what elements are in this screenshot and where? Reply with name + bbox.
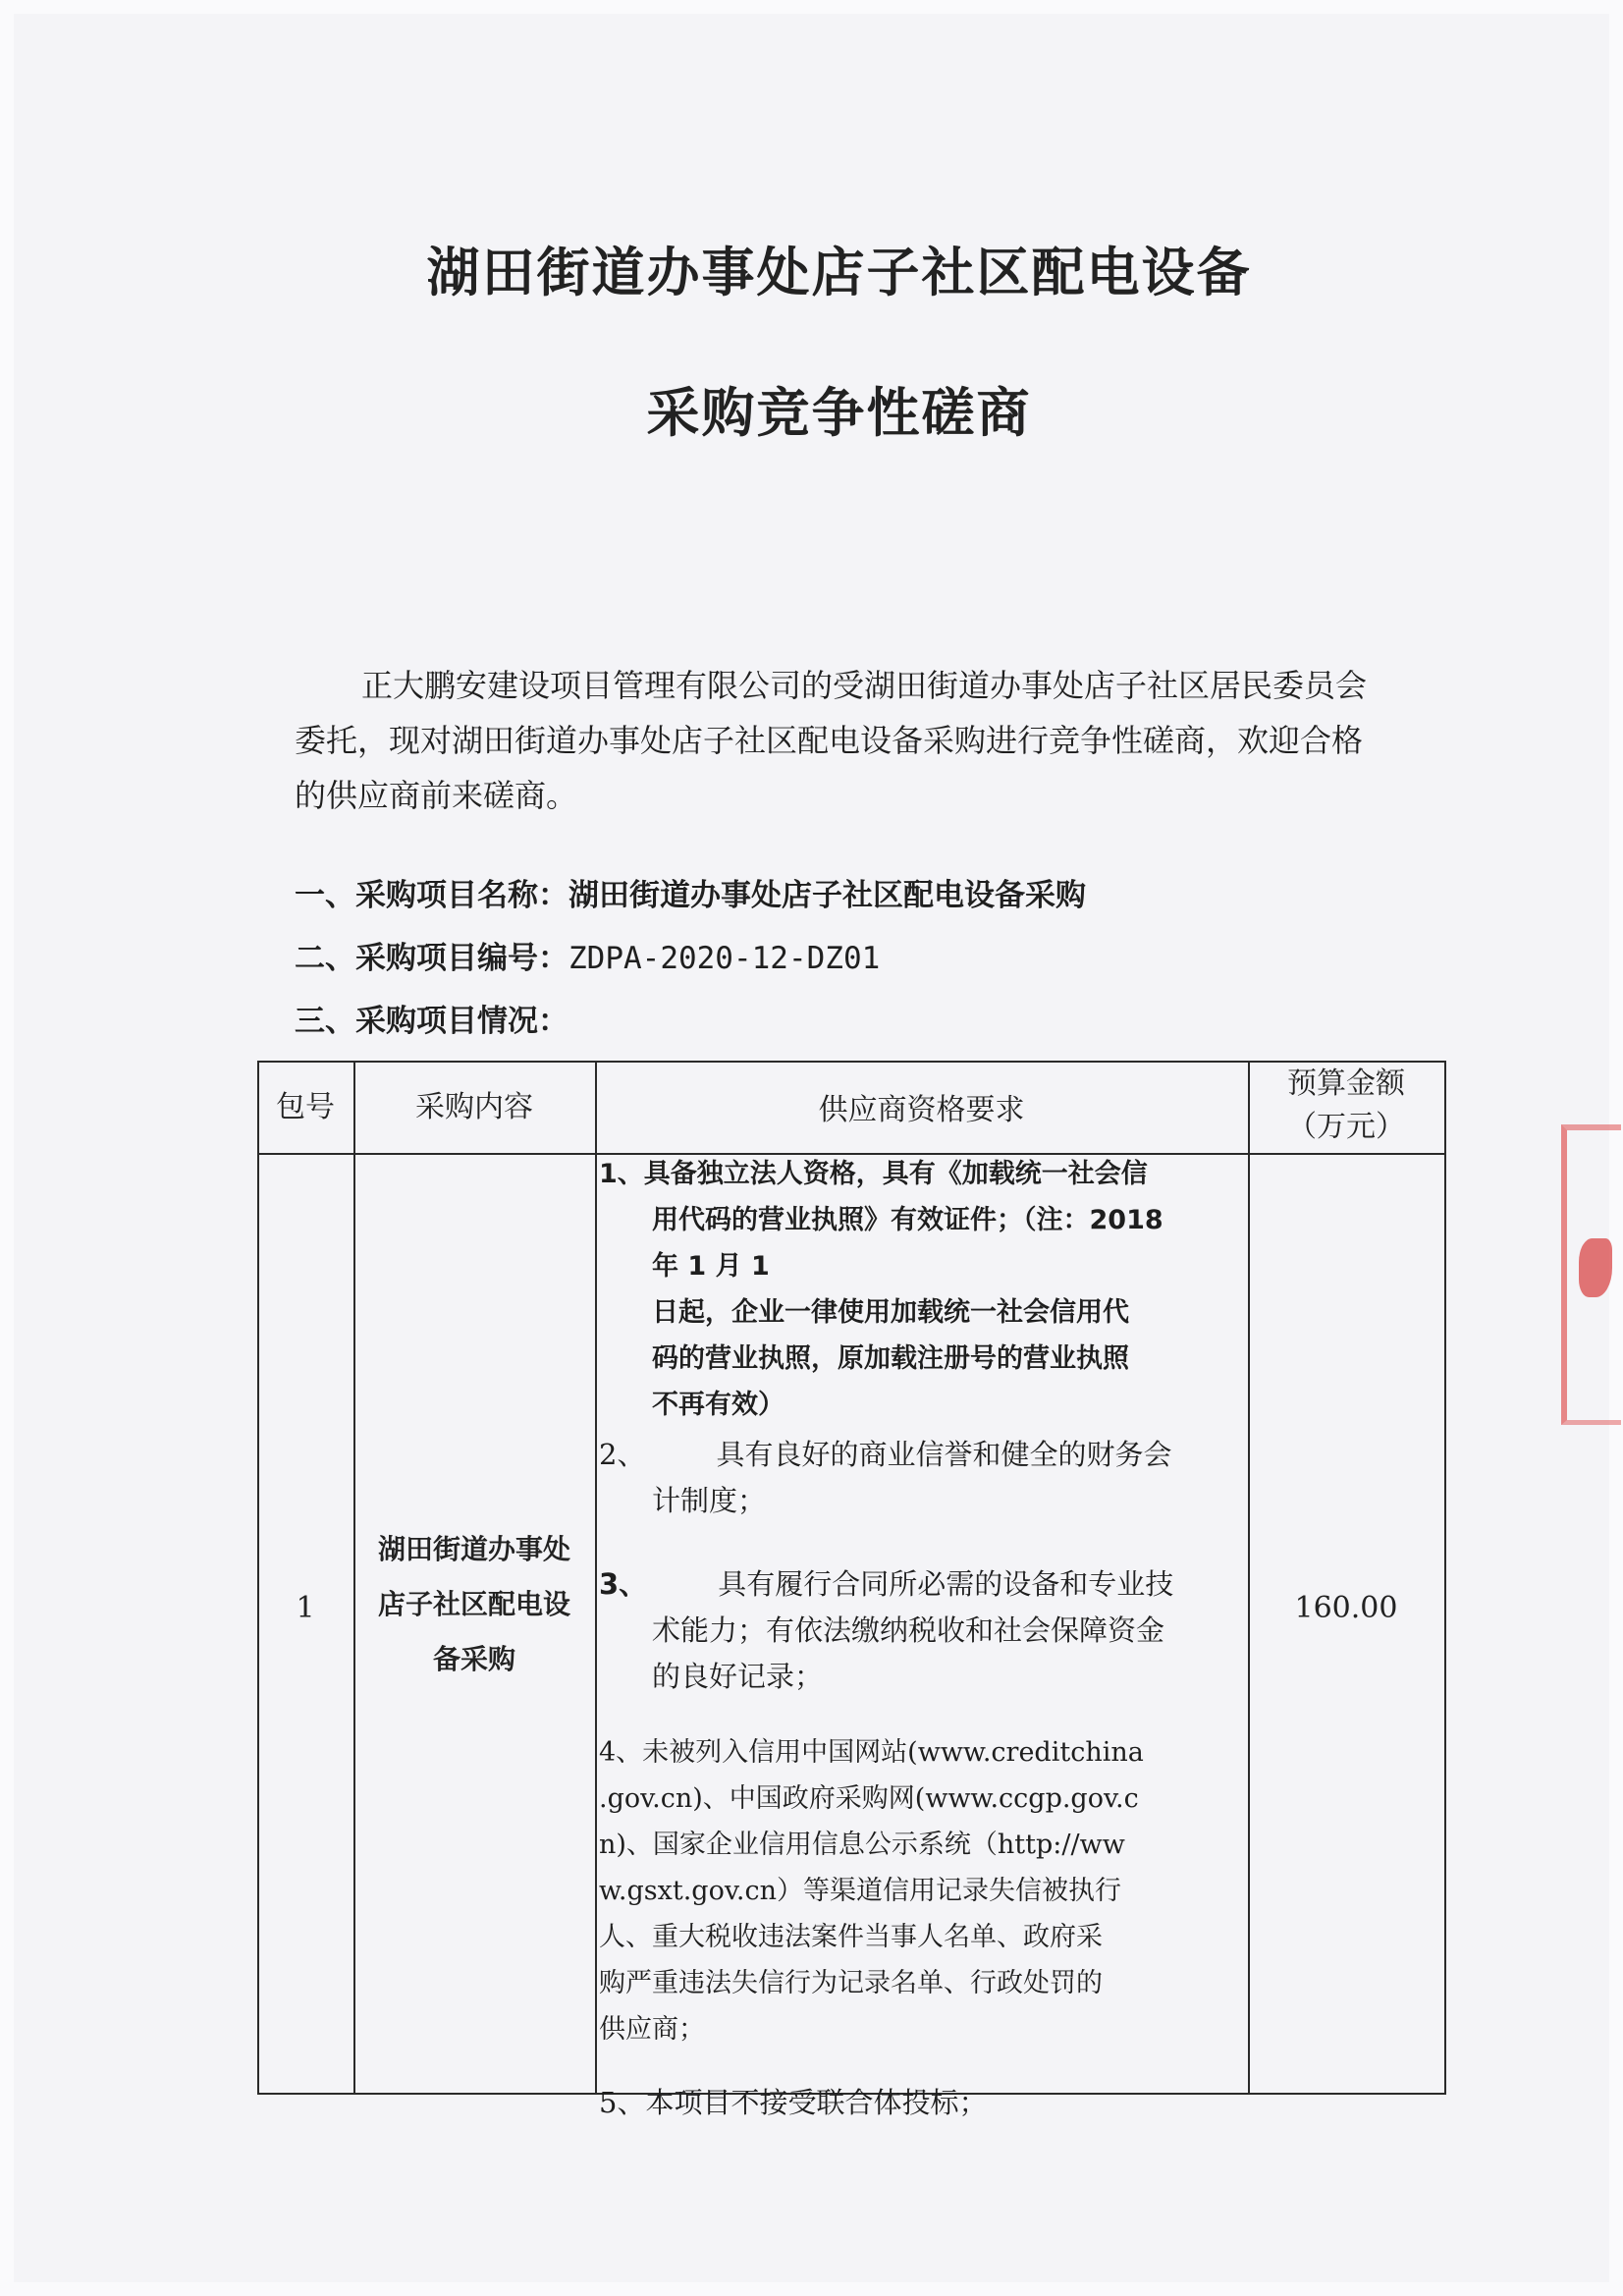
- header-content: 采购内容: [415, 1090, 533, 1124]
- document-title-line2: 采购竞争性磋商: [646, 382, 1032, 444]
- req-line: 日起，企业一律使用加载统一社会信用代: [652, 1297, 1129, 1328]
- table-border-right: [1444, 1061, 1446, 2095]
- req-line: 的良好记录；: [652, 1660, 824, 1693]
- table-column-divider: [1248, 1061, 1250, 2095]
- req-line: 计制度；: [652, 1484, 767, 1517]
- cell-budget: 160.00: [1294, 1591, 1398, 1625]
- section-label: 一、采购项目名称：: [295, 878, 568, 913]
- req-line: n)、国家企业信用信息公示系统（http://ww: [599, 1830, 1125, 1860]
- req-line: w.gsxt.gov.cn）等渠道信用记录失信被执行: [599, 1876, 1121, 1906]
- cell-package-no: 1: [296, 1591, 315, 1625]
- req-line: 5、本项目不接受联合体投标；: [599, 2086, 988, 2119]
- req-line: 购严重违法失信行为记录名单、行政处罚的: [599, 1968, 1103, 1998]
- document-title-line1: 湖田街道办事处店子社区配电设备: [426, 242, 1252, 303]
- header-budget-line: 预算金额: [1287, 1066, 1405, 1101]
- table-border-left: [257, 1061, 259, 2095]
- requirement-3: [599, 1561, 1247, 1700]
- header-budget-unit: （万元）: [1287, 1110, 1405, 1144]
- cell-content: [353, 1522, 595, 1687]
- header-budget: [1248, 1063, 1444, 1149]
- req-line: 1、具备独立法人资格，具有《加载统一社会信: [599, 1159, 1148, 1189]
- content-line: 湖田街道办事处: [377, 1533, 570, 1565]
- req-line: 具有履行合同所必需的设备和专业技: [718, 1567, 1174, 1601]
- section-project-number: [295, 933, 880, 977]
- section-label: 三、采购项目情况：: [295, 1004, 568, 1039]
- section-label: 二、采购项目编号：: [295, 941, 568, 976]
- requirement-2: [599, 1432, 1247, 1524]
- req-line: 4、未被列入信用中国网站(www.creditchina: [599, 1737, 1144, 1768]
- header-package-no: 包号: [276, 1090, 335, 1124]
- content-line: 店子社区配电设: [377, 1588, 570, 1620]
- req-line: 年 1 月 1: [652, 1251, 770, 1282]
- intro-paragraph: [295, 658, 1419, 823]
- req-line: 术能力；有依法缴纳税收和社会保障资金: [652, 1613, 1165, 1647]
- content-line: 备采购: [432, 1643, 515, 1675]
- req-line: 具有良好的商业信誉和健全的财务会: [716, 1438, 1172, 1471]
- project-number-value: ZDPA-2020-12-DZ01: [568, 941, 881, 976]
- red-seal-stamp: [1561, 1124, 1621, 1425]
- intro-line: 的供应商前来磋商。: [295, 777, 578, 814]
- req-line: .gov.cn)、中国政府采购网(www.ccgp.gov.c: [599, 1783, 1139, 1814]
- section-project-name: [295, 870, 1086, 914]
- req-line: 供应商；: [599, 2014, 705, 2045]
- procurement-table: [257, 1061, 1446, 2119]
- intro-line: 委托，现对湖田街道办事处店子社区配电设备采购进行竞争性磋商，欢迎合格: [295, 722, 1364, 759]
- requirement-1: [599, 1151, 1247, 1428]
- seal-mark: [1579, 1238, 1612, 1297]
- project-name-value: 湖田街道办事处店子社区配电设备采购: [568, 878, 1086, 913]
- req-line: 不再有效）: [652, 1390, 784, 1420]
- requirement-5: [599, 2080, 1247, 2126]
- req-line: 2、: [599, 1438, 646, 1471]
- table-column-divider: [595, 1061, 597, 2095]
- req-line: 3、: [599, 1567, 648, 1601]
- section-project-status: [295, 996, 568, 1040]
- requirement-4: [599, 1729, 1247, 2052]
- header-requirements: 供应商资格要求: [818, 1093, 1025, 1127]
- req-line: 人、重大税收违法案件当事人名单、政府采: [599, 1922, 1103, 1952]
- req-line: 码的营业执照，原加载注册号的营业执照: [652, 1343, 1129, 1374]
- cell-requirements: [599, 1151, 1247, 2126]
- intro-line: 正大鹏安建设项目管理有限公司的受湖田街道办事处店子社区居民委员会: [361, 667, 1368, 704]
- req-line: 用代码的营业执照》有效证件；（注：2018: [652, 1205, 1163, 1235]
